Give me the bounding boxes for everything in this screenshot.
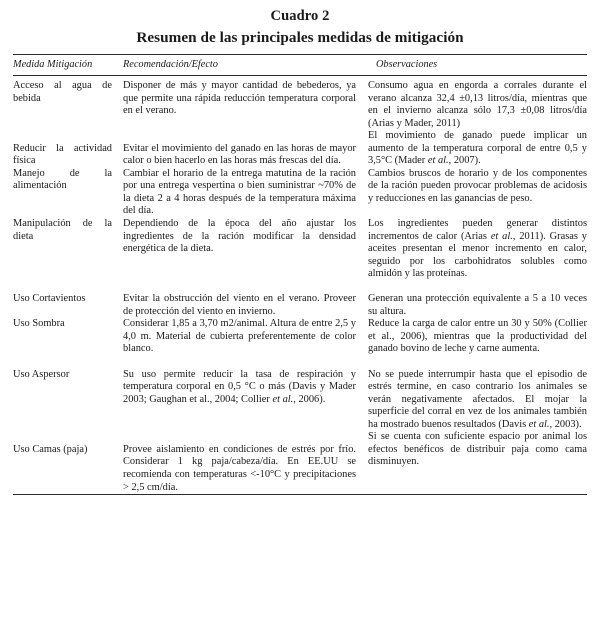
citation-et-al: et al.	[427, 155, 449, 167]
table-row	[13, 218, 587, 281]
cell-recommendation: Disponer de más y mayor cantidad de bebederos, ya que permite una rápida reducción temperatura corporal en el verano.	[123, 80, 356, 117]
row-spacer	[368, 281, 587, 294]
row-spacer	[123, 356, 356, 369]
cell-observations-text-pre: No se puede interrumpir hasta que el episodio de estrés termine, en caso contrario los animales se verán negativamente afectados. El mojar la superficie del corral en vez de los animales también ha mostrado buenos resultados (Davis	[368, 368, 587, 430]
cell-observations: Reduce la carga de calor entre un 30 y 50% (Collier et al., 2006), mientras que la productividad del ganado bovino de leche y carne aumenta.	[368, 318, 587, 355]
row-spacer	[123, 130, 356, 143]
citation-et-al: et al.	[272, 393, 294, 405]
table-header	[13, 55, 587, 76]
cell-measure-text: Uso Camas (paja)	[13, 443, 88, 455]
cell-recommendation	[118, 431, 363, 494]
row-spacer	[13, 431, 112, 444]
cell-measure-text: Reducir la actividad física	[13, 142, 112, 167]
cell-recommendation	[118, 130, 363, 168]
cell-observations: Cambios bruscos de horario y de los componentes de la ración pueden provocar problemas de acidosis y reducciones en las ganancias de peso.	[368, 167, 587, 204]
row-spacer	[13, 356, 112, 369]
cell-observations	[363, 130, 587, 168]
cell-observations: Consumo agua en engorda a corrales durante el verano alcanza 32,4 ±0,13 litros/día, mientras que en el invierno alcanza sólo 17,3 ±0,08 litros/día (Arias y Mader, 2011)	[368, 80, 587, 129]
cell-observations-text-pre: Los ingredientes pueden generar distintos incrementos de calor (Arias	[368, 218, 587, 242]
cell-measure: Manipulación de la dieta	[13, 218, 112, 242]
row-spacer	[368, 356, 587, 369]
table-row	[13, 431, 587, 494]
table-bottom-rule	[13, 494, 587, 495]
table-row	[13, 168, 587, 218]
cell-recommendation-text: Evitar el movimiento del ganado en las horas de mayor calor o bien hacerlo en las horas más frescas del día.	[123, 142, 356, 167]
table-row	[13, 130, 587, 168]
cell-measure	[13, 431, 118, 494]
table-row	[13, 356, 587, 431]
mitigation-measures-table	[13, 54, 587, 494]
cell-measure: Manejo de la alimentación	[13, 167, 112, 192]
table-row	[13, 281, 587, 319]
cell-observations-text-pre: El movimiento de ganado puede implicar un aumento de la temperatura corporal de entre 0,5 y 3,5°C (Mader	[368, 130, 587, 167]
caption-title: Resumen de las principales medidas de mitigación	[136, 29, 464, 46]
cell-observations	[363, 431, 587, 494]
citation-et-al: et al.	[528, 418, 550, 430]
cell-recommendation-text-pre: Su uso permite reducir la tasa de respiración y temperatura corporal en 0,5 °C o más (Davis y Mader 2003; Gaughan et al., 2004; Collier	[123, 368, 356, 405]
cell-measure-text: Uso Cortavientos	[13, 293, 86, 305]
caption-number: Cuadro 2	[270, 8, 330, 24]
cell-observations	[363, 356, 587, 431]
cell-observations-text-post: , 2003).	[549, 418, 582, 430]
table-header-row	[13, 55, 587, 76]
cell-recommendation-text: Evitar la obstrucción del viento en el verano. Proveer de protección del viento en invierno.	[123, 293, 356, 317]
table-body	[13, 76, 587, 495]
cell-measure: Uso Sombra	[13, 318, 65, 330]
table-caption	[13, 7, 587, 48]
cell-recommendation: Cambiar el horario de la entrega matutina de la ración por una entrega vespertina o bien suministrar ~70% de la dieta 2 a 4 horas después de la temperatura máxima del día.	[123, 167, 356, 217]
citation-et-al: et al.	[490, 230, 513, 242]
table-row	[13, 76, 587, 131]
column-header-observations: Observaciones	[363, 55, 587, 76]
cell-measure	[13, 130, 118, 168]
row-spacer	[123, 281, 356, 294]
cell-observations-text-post: , 2007).	[448, 155, 481, 167]
column-header-measure: Medida Mitigación	[13, 55, 118, 76]
table-row	[13, 318, 587, 356]
cell-recommendation-text: Provee aislamiento en condiciones de estrés por frío. Considerar 1 kg paja/cabeza/día. En EE.UU se recomienda con temperaturas <-10°C y precipitaciones > 2,5 cm/día.	[123, 443, 356, 493]
cell-observations	[363, 218, 587, 281]
cell-recommendation: Dependiendo de la época del año ajustar los ingredientes de la ración modificar la densidad energética de la dieta.	[123, 218, 356, 255]
cell-measure	[13, 356, 118, 431]
cell-measure	[13, 281, 118, 319]
row-spacer	[13, 130, 112, 143]
cell-recommendation	[118, 281, 363, 319]
column-header-recommendation: Recomendación/Efecto	[118, 55, 363, 76]
cell-recommendation: Considerar 1,85 a 3,70 m2/animal. Altura de entre 2,5 y 4,0 m. Material de cubierta preferentemente de color blanco.	[123, 318, 356, 355]
cell-observations-text-post: , 2011). Grasas y aceites presentan el menor incremento en calor, seguido por los carbohidratos solubles como almidón y las proteínas.	[368, 230, 588, 280]
row-spacer	[123, 431, 356, 444]
cell-measure-text: Uso Aspersor	[13, 368, 70, 380]
cell-recommendation	[118, 356, 363, 431]
cell-measure: Acceso al agua de bebida	[13, 80, 112, 104]
cell-observations-text: Generan una protección equivalente a 5 a 10 veces su altura.	[368, 293, 587, 317]
cell-observations	[363, 281, 587, 319]
cell-recommendation-text-post: , 2006).	[293, 393, 326, 405]
cell-observations-text: Si se cuenta con suficiente espacio por animal los efectos benéficos de distribuir paja como cama disminuyen.	[368, 431, 587, 468]
row-spacer	[13, 281, 112, 294]
